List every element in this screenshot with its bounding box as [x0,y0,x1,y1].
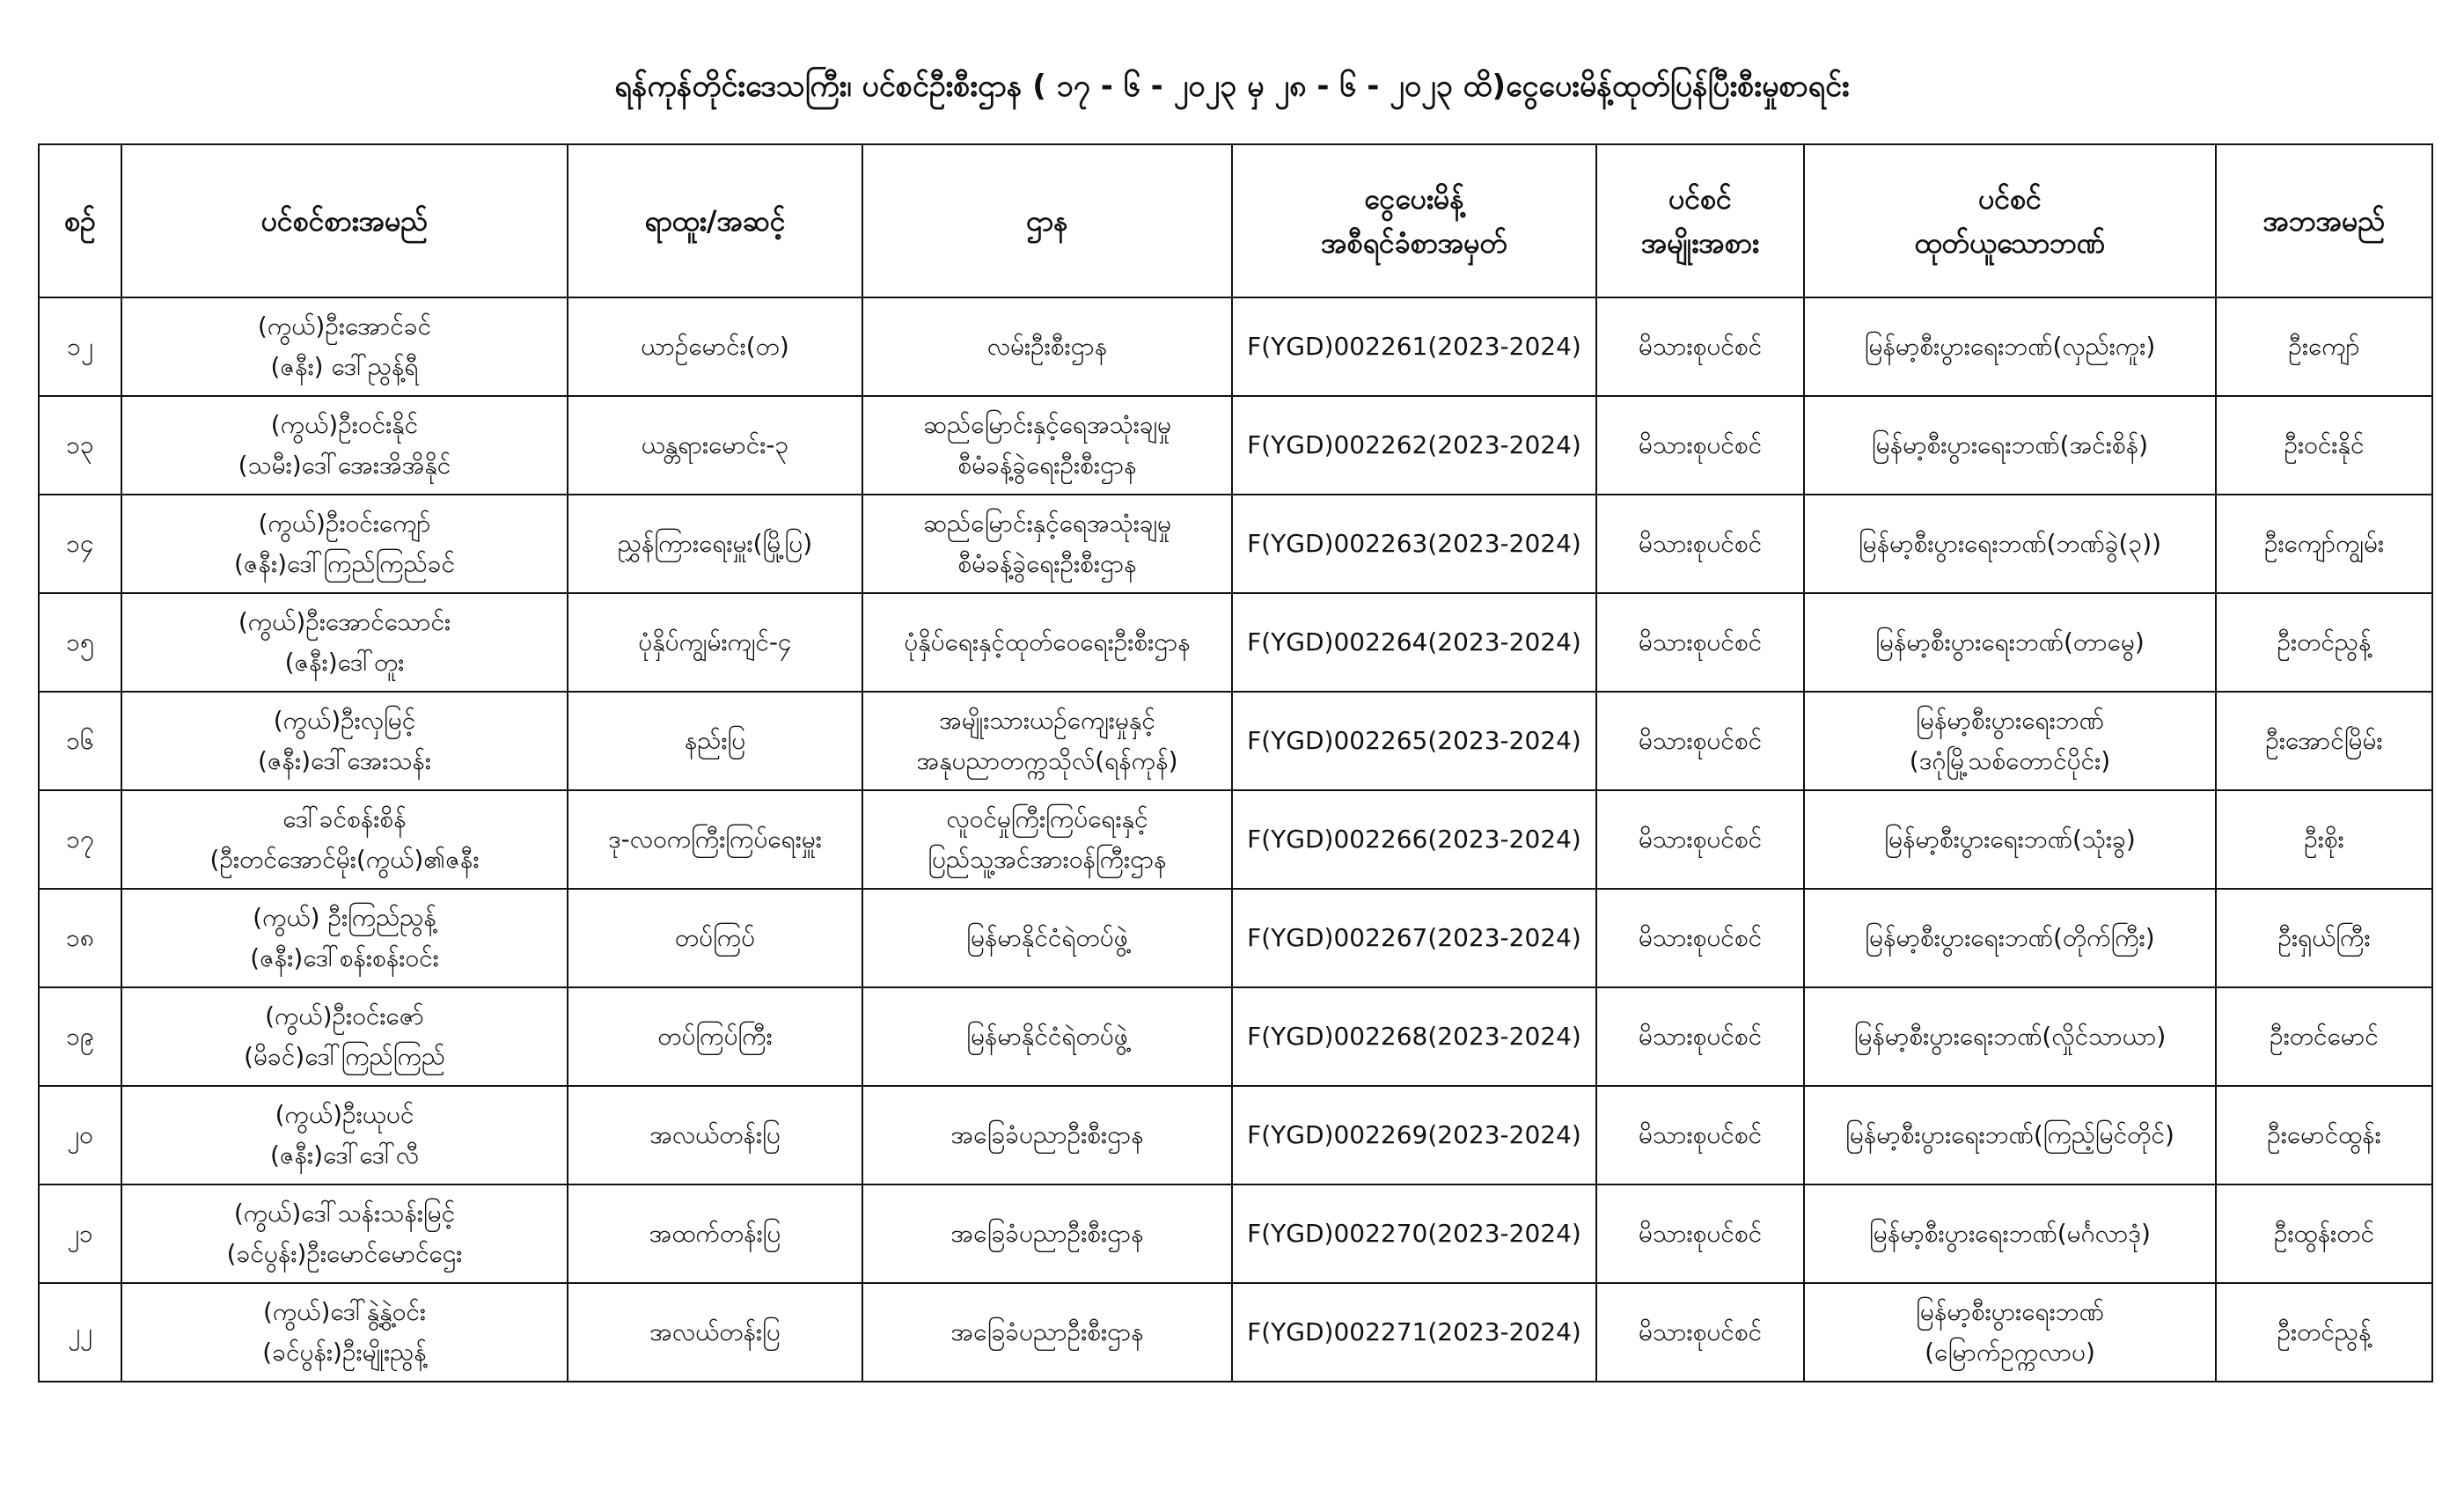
cell-pensioner-name [121,1184,568,1283]
cell-pension-type: မိသားစုပင်စင် [1596,297,1804,396]
cell-bank-line: မြန်မာ့စီးပွားရေးဘဏ်(လှိုင်သာယာ) [1853,1022,2167,1051]
cell-bank-line: မြန်မာ့စီးပွားရေးဘဏ် [1916,1297,2104,1326]
cell-department [862,495,1232,593]
cell-reference-number: F(YGD)002261(2023-2024) [1232,297,1596,396]
cell-no: ၁၇ [39,790,121,889]
cell-pensioner-name [121,593,568,692]
header-text-line: ထုတ်ယူသောဘဏ် [1914,226,2106,260]
cell-pensioner-name-line: (ဇနီး)ဒေါ်တူး [284,648,405,677]
cell-department-line: မြန်မာနိုင်ငံရဲတပ်ဖွဲ့ [966,1022,1128,1051]
cell-pensioner-name [121,987,568,1086]
cell-father-name: ဦးအောင်မြိမ်း [2216,692,2432,790]
cell-pensioner-name-line: (ဇနီး)ဒေါ်စန်းစန်းဝင်း [250,943,439,972]
header-text-line: အဘအမည် [2262,204,2386,238]
header-no [39,144,121,297]
cell-position-line: ယာဉ်မောင်း(တ) [641,332,789,361]
cell-reference-number: F(YGD)002266(2023-2024) [1232,790,1596,889]
cell-department [862,396,1232,495]
header-text-line: အမျိုးအစား [1640,226,1760,260]
cell-no: ၁၉ [39,987,121,1086]
cell-bank-line: မြန်မာ့စီးပွားရေးဘဏ်(တာမွေ) [1875,627,2145,656]
cell-pensioner-name-line: (ကွယ်)ဦးဝင်းနိုင် [270,410,419,439]
cell-pensioner-name [121,297,568,396]
cell-bank [1804,593,2216,692]
cell-pensioner-name-line: (ကွယ်)ဒေါ်သန်းသန်းမြင့် [233,1199,456,1228]
cell-pensioner-name-line: (ကွယ်)ဦးအောင်သောင်း [238,607,451,636]
cell-department-line: အခြေခံပညာဦးစီးဌာန [950,1317,1144,1346]
header-father-name [2216,144,2432,297]
cell-department-line: လမ်းဦးစီးဌာန [986,332,1108,361]
cell-department-line: စီမံခန့်ခွဲရေးဦးစီးဌာန [957,549,1137,578]
cell-reference-number: F(YGD)002263(2023-2024) [1232,495,1596,593]
cell-father-name: ဦးဝင်းနိုင် [2216,396,2432,495]
header-reference-number [1232,144,1596,297]
header-text-line: စဉ် [64,204,96,238]
cell-pensioner-name [121,396,568,495]
table-row [39,692,2432,790]
cell-pensioner-name [121,692,568,790]
cell-reference-number: F(YGD)002271(2023-2024) [1232,1283,1596,1382]
cell-bank-line: မြန်မာ့စီးပွားရေးဘဏ်(အင်းစိန်) [1871,430,2149,459]
header-text-line: ဌာန [1026,204,1068,238]
cell-position-line: အလယ်တန်းပြ [649,1317,781,1346]
cell-pension-type: မိသားစုပင်စင် [1596,1184,1804,1283]
cell-position [568,692,862,790]
cell-bank [1804,1086,2216,1184]
cell-position-line: တပ်ကြပ် [674,923,756,952]
cell-position [568,297,862,396]
cell-reference-number: F(YGD)002270(2023-2024) [1232,1184,1596,1283]
cell-bank-line: (မြောက်ဥက္ကလာပ) [1925,1338,2095,1367]
cell-pensioner-name-line: (ကွယ်)ဦးယုပင် [275,1100,414,1129]
cell-department [862,692,1232,790]
cell-department-line: မြန်မာနိုင်ငံရဲတပ်ဖွဲ့ [966,923,1128,952]
cell-department-line: ဆည်မြောင်းနှင့်ရေအသုံးချမှု [922,509,1172,538]
header-bank [1804,144,2216,297]
cell-pensioner-name-line: (ကွယ်)ဒေါ်နွဲ့နွဲ့ဝင်း [262,1297,427,1326]
cell-reference-number: F(YGD)002265(2023-2024) [1232,692,1596,790]
cell-pension-type: မိသားစုပင်စင် [1596,692,1804,790]
cell-pensioner-name-line: (မိခင်)ဒေါ်ကြည်ကြည် [244,1042,445,1071]
cell-no: ၁၂ [39,297,121,396]
cell-father-name: ဦးကျော် [2216,297,2432,396]
cell-father-name: ဦးတင်မောင် [2216,987,2432,1086]
header-text-line: ငွေပေးမိန့် [1364,182,1464,216]
cell-position-line: ညွှန်ကြားရေးမှူး(မြို့ပြ) [617,529,813,558]
cell-bank [1804,790,2216,889]
cell-pension-type: မိသားစုပင်စင် [1596,495,1804,593]
cell-pension-type: မိသားစုပင်စင် [1596,889,1804,987]
cell-pensioner-name-line: (ဇနီး)ဒေါ်အေးသန်း [257,746,432,775]
header-text-line: ရာထူး/အဆင့် [644,204,786,238]
table-row [39,297,2432,396]
cell-bank-line: မြန်မာ့စီးပွားရေးဘဏ်(လှည်းကူး) [1864,332,2156,361]
cell-bank-line: မြန်မာ့စီးပွားရေးဘဏ်(မင်္ဂလာဒုံ) [1869,1219,2151,1248]
cell-position-line: နည်းပြ [684,726,746,755]
cell-position [568,790,862,889]
cell-no: ၁၃ [39,396,121,495]
cell-position [568,889,862,987]
cell-reference-number: F(YGD)002264(2023-2024) [1232,593,1596,692]
cell-position-line: တပ်ကြပ်ကြီး [657,1022,773,1051]
cell-position-line: အလယ်တန်းပြ [649,1120,781,1149]
cell-pension-type: မိသားစုပင်စင် [1596,396,1804,495]
cell-pensioner-name-line: (ဇနီး)ဒေါ်ဒေါ်လီ [269,1140,420,1170]
cell-bank-line: (ဒဂုံမြို့သစ်တောင်ပိုင်း) [1909,746,2111,775]
cell-pensioner-name-line: (ကွယ်)ဦးဝင်းကျော် [258,509,431,538]
cell-pensioner-name-line: (ဦးတင်အောင်မိုး(ကွယ်)၏ဇနီး [209,845,480,874]
cell-department [862,1086,1232,1184]
cell-bank [1804,297,2216,396]
cell-bank-line: မြန်မာ့စီးပွားရေးဘဏ်(သုံးခွ) [1884,825,2136,854]
cell-position [568,987,862,1086]
cell-no: ၁၄ [39,495,121,593]
cell-father-name: ဦးကျော်ကျွမ်း [2216,495,2432,593]
header-text-line: အစီရင်ခံစာအမှတ် [1321,226,1507,260]
header-department [862,144,1232,297]
cell-department [862,790,1232,889]
header-text-line: ပင်စင် [1668,182,1732,216]
cell-department [862,987,1232,1086]
cell-pensioner-name-line: (သမီး)ဒေါ်အေးအိအိနိုင် [238,451,451,480]
table-row [39,889,2432,987]
cell-pensioner-name [121,790,568,889]
cell-pensioner-name [121,889,568,987]
cell-pensioner-name [121,495,568,593]
cell-no: ၁၅ [39,593,121,692]
cell-position-line: အထက်တန်းပြ [649,1219,781,1248]
cell-father-name: ဦးစိုး [2216,790,2432,889]
cell-pensioner-name-line: (ခင်ပွန်း)ဦးမောင်မောင်ဌေး [226,1239,463,1268]
cell-reference-number: F(YGD)002267(2023-2024) [1232,889,1596,987]
cell-department [862,297,1232,396]
cell-bank-line: မြန်မာ့စီးပွားရေးဘဏ်(ကြည့်မြင်တိုင်) [1845,1120,2174,1149]
cell-pensioner-name-line: (ကွယ်) ဦးကြည်ညွန့် [253,903,436,932]
cell-father-name: ဦးထွန်းတင် [2216,1184,2432,1283]
table-row [39,987,2432,1086]
cell-position-line: ဒု-လဝကကြီးကြပ်ရေးမှူး [608,825,822,854]
table-row [39,495,2432,593]
cell-bank [1804,692,2216,790]
cell-bank [1804,1184,2216,1283]
cell-reference-number: F(YGD)002269(2023-2024) [1232,1086,1596,1184]
cell-bank [1804,987,2216,1086]
cell-pensioner-name-line: ဒေါ်ခင်စန်းစိန် [282,804,407,833]
cell-position-line: ယန္တရားမောင်း-၃ [641,430,789,459]
cell-no: ၂၁ [39,1184,121,1283]
header-pensioner-name [121,144,568,297]
cell-bank [1804,396,2216,495]
cell-reference-number: F(YGD)002268(2023-2024) [1232,987,1596,1086]
cell-position-line: ပုံနှိပ်ကျွမ်းကျင်-၄ [638,627,792,656]
header-pension-type [1596,144,1804,297]
table-row [39,396,2432,495]
cell-pensioner-name [121,1086,568,1184]
cell-no: ၂၂ [39,1283,121,1382]
cell-department-line: စီမံခန့်ခွဲရေးဦးစီးဌာန [957,451,1137,480]
table-header-row [39,144,2432,297]
cell-department-line: အခြေခံပညာဦးစီးဌာန [950,1219,1144,1248]
table-row [39,593,2432,692]
cell-pensioner-name-line: (ကွယ်)ဦးလှမြင့် [273,706,416,735]
cell-pension-type: မိသားစုပင်စင် [1596,593,1804,692]
cell-position [568,593,862,692]
cell-bank-line: မြန်မာ့စီးပွားရေးဘဏ်(တိုက်ကြီး) [1865,923,2155,952]
cell-pensioner-name [121,1283,568,1382]
cell-bank [1804,1283,2216,1382]
cell-father-name: ဦးတင်ညွန့် [2216,1283,2432,1382]
table-row [39,1283,2432,1382]
header-text-line: ပင်စင် [1978,182,2042,216]
cell-position [568,1283,862,1382]
cell-department-line: ပြည်သူ့အင်အားဝန်ကြီးဌာန [928,845,1167,874]
cell-department-line: အခြေခံပညာဦးစီးဌာန [950,1120,1144,1149]
cell-pension-type: မိသားစုပင်စင် [1596,1086,1804,1184]
table-body [39,297,2432,1382]
cell-department-line: ဆည်မြောင်းနှင့်ရေအသုံးချမှု [922,410,1172,439]
cell-bank-line: မြန်မာ့စီးပွားရေးဘဏ် [1916,706,2104,735]
cell-position [568,1184,862,1283]
cell-pensioner-name-line: (ဇနီး)ဒေါ်ကြည်ကြည်ခင် [233,549,456,578]
table-row [39,1086,2432,1184]
cell-bank [1804,889,2216,987]
cell-father-name: ဦးမောင်ထွန်း [2216,1086,2432,1184]
cell-no: ၁၈ [39,889,121,987]
table-row [39,1184,2432,1283]
cell-position [568,396,862,495]
cell-pensioner-name-line: (ကွယ်)ဦးဝင်းဇော် [265,1001,424,1030]
cell-no: ၂၀ [39,1086,121,1184]
cell-department-line: အမျိုးသားယဉ်ကျေးမှုနှင့် [939,706,1155,735]
cell-pension-type: မိသားစုပင်စင် [1596,987,1804,1086]
cell-department-line: ပုံနှိပ်ရေးနှင့်ထုတ်ဝေရေးဦးစီးဌာန [904,627,1191,656]
cell-bank [1804,495,2216,593]
cell-department [862,593,1232,692]
cell-reference-number: F(YGD)002262(2023-2024) [1232,396,1596,495]
cell-pension-type: မိသားစုပင်စင် [1596,1283,1804,1382]
cell-position [568,495,862,593]
cell-department-line: အနုပညာတက္ကသိုလ်(ရန်ကုန်) [916,746,1178,775]
cell-position [568,1086,862,1184]
cell-department-line: လူဝင်မှုကြီးကြပ်ရေးနှင့် [946,804,1148,833]
document-title: ရန်ကုန်တိုင်းဒေသကြီး၊ ပင်စင်ဦးစီးဌာန ( ၁၇ - ၆ - ၂၀၂၃ မှ ၂၈ - ၆ - ၂၀၂၃ ထိ)ငွေပေးမိန့်ထုတ်ပြန်ပြီးစီးမှုစာရင်း [614,69,1850,104]
cell-department [862,1184,1232,1283]
cell-bank-line: မြန်မာ့စီးပွားရေးဘဏ်(ဘဏ်ခွဲ(၃)) [1858,529,2162,558]
table-row [39,790,2432,889]
cell-no: ၁၆ [39,692,121,790]
cell-pensioner-name-line: (ခင်ပွန်း)ဦးမျိုးညွန့် [262,1338,427,1367]
cell-department [862,889,1232,987]
cell-pension-type: မိသားစုပင်စင် [1596,790,1804,889]
cell-father-name: ဦးရှယ်ကြီး [2216,889,2432,987]
header-position [568,144,862,297]
cell-pensioner-name-line: (ကွယ်)ဦးအောင်ခင် [257,312,432,341]
cell-father-name: ဦးတင်ညွန့် [2216,593,2432,692]
cell-pensioner-name-line: (ဇနီး) ဒေါ်ညွန့်ရီ [270,352,419,381]
header-text-line: ပင်စင်စားအမည် [260,204,429,238]
pension-table [38,143,2433,1382]
cell-department [862,1283,1232,1382]
